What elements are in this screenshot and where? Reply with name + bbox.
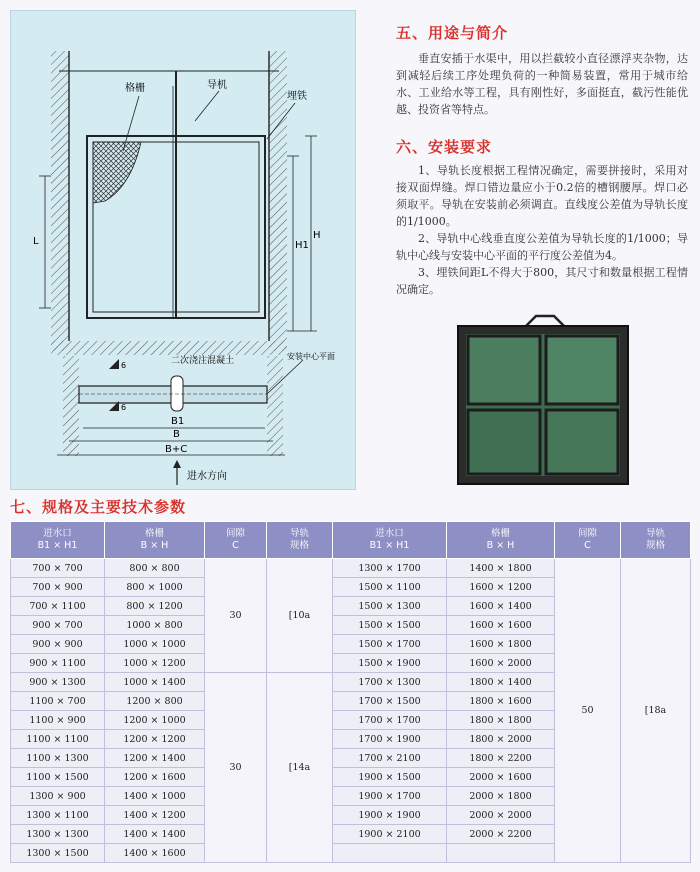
left-inlet-cell: 900 × 1300 [11,673,105,692]
right-inlet-cell: 1700 × 2100 [333,749,447,768]
group2-rail-cell: [14a [267,673,333,863]
right-inlet-cell: 1900 × 1500 [333,768,447,787]
header-grille-right: 格栅 B × H [447,522,555,559]
label-guide-rail: 导机 [207,80,227,91]
left-grille-cell: 1000 × 1000 [105,635,205,654]
header-rail-right: 导轨 规格 [621,522,691,559]
left-inlet-cell: 1100 × 1500 [11,768,105,787]
left-inlet-cell: 1100 × 1300 [11,749,105,768]
label-b-plus-c: B+C [165,444,188,455]
left-inlet-cell: 1100 × 1100 [11,730,105,749]
right-inlet-cell: 1700 × 1500 [333,692,447,711]
header-rail-left: 导轨 规格 [267,522,333,559]
right-inlet-cell: 1500 × 1700 [333,635,447,654]
right-inlet-cell: 1500 × 1300 [333,597,447,616]
right-grille-cell: 2000 × 1800 [447,787,555,806]
right-inlet-cell: 1900 × 2100 [333,825,447,844]
right-grille-cell: 1800 × 2200 [447,749,555,768]
section6-body [396,162,688,298]
right-grille-cell: 1600 × 1400 [447,597,555,616]
product-photo [454,314,632,488]
right-grille-cell: 1800 × 1600 [447,692,555,711]
right-grille-cell: 1800 × 1800 [447,711,555,730]
left-inlet-cell: 700 × 700 [11,559,105,578]
right-inlet-cell: 1700 × 1900 [333,730,447,749]
right-inlet-cell: 1500 × 1900 [333,654,447,673]
group1-rail-cell: [10a [267,559,333,673]
right-grille-cell: 2000 × 2200 [447,825,555,844]
left-grille-cell: 1400 × 1400 [105,825,205,844]
section6-item-3: 3、埋铁间距L不得大于800，其尺寸和数量根据工程情况确定。 [396,266,688,296]
left-inlet-cell: 900 × 700 [11,616,105,635]
right-grille-cell: 1800 × 2000 [447,730,555,749]
right-inlet-cell: 1900 × 1700 [333,787,447,806]
left-grille-cell: 800 × 800 [105,559,205,578]
header-inlet-left: 进水口 B1 × H1 [11,522,105,559]
header-inlet-right: 进水口 B1 × H1 [333,522,447,559]
header-grille-left: 格栅 B × H [105,522,205,559]
left-inlet-cell: 900 × 1100 [11,654,105,673]
group2-gap-cell: 30 [205,673,267,863]
section5-text: 垂直安插于水渠中，用以拦截较小直径漂浮夹杂物，达到减轻后续工序处理负荷的一种简易装置，常用于城市给水、工业给水等工程，具有刚性好，多面挺直，截污性能优越、投资省等特点。 [396,52,688,116]
bottom-wall [51,341,287,355]
label-b1: B1 [171,416,185,427]
right-wall [269,51,287,351]
right-grille-cell [447,844,555,863]
left-grille-cell: 1000 × 1400 [105,673,205,692]
label-l: L [33,236,39,247]
table-row [11,559,691,578]
right-gap-cell: 50 [555,559,621,863]
left-grille-cell: 1400 × 1200 [105,806,205,825]
right-inlet-cell: 1700 × 1300 [333,673,447,692]
label-inflow-direction: 进水方向 [187,471,227,482]
left-inlet-cell: 700 × 900 [11,578,105,597]
spec-table [10,521,691,863]
left-inlet-cell: 900 × 900 [11,635,105,654]
left-grille-cell: 1200 × 1600 [105,768,205,787]
right-rail-cell: [18a [621,559,691,863]
grille-mesh-detail [93,142,141,203]
header-gap-right: 间隙 C [555,522,621,559]
left-inlet-cell: 1300 × 1300 [11,825,105,844]
drawing-svg [11,11,355,489]
left-grille-cell: 1000 × 1200 [105,654,205,673]
label-h: H [313,230,321,241]
section5-body [396,50,688,118]
left-grille-cell: 800 × 1200 [105,597,205,616]
section6-item-1: 1、导轨长度根据工程情况确定，需要拼接时，采用对接双面焊缝。焊口错边量应小于0.2倍的槽钢腰厚。焊口必须取平。导轨在安装前必须调直。直线度公差值为导轨长度的1/1000。 [396,164,688,228]
label-weld-1: 6 [121,361,127,370]
right-grille-cell: 2000 × 2000 [447,806,555,825]
left-grille-cell: 1200 × 800 [105,692,205,711]
label-grille: 格栅 [125,83,145,94]
right-grille-cell: 1600 × 1200 [447,578,555,597]
section6-title: 六、安装要求 [396,138,493,156]
left-grille-cell: 1200 × 1200 [105,730,205,749]
left-inlet-cell: 1300 × 1100 [11,806,105,825]
right-grille-cell: 1600 × 1800 [447,635,555,654]
right-inlet-cell: 1300 × 1700 [333,559,447,578]
left-inlet-cell: 1300 × 1500 [11,844,105,863]
label-embedded-iron: 埋铁 [287,91,307,102]
right-inlet-cell: 1500 × 1100 [333,578,447,597]
spec-header-row [11,522,691,559]
left-inlet-cell: 1100 × 700 [11,692,105,711]
label-h1: H1 [295,240,309,251]
right-grille-cell: 1600 × 1600 [447,616,555,635]
section5-title: 五、用途与简介 [396,24,509,42]
label-install-plane: 安装中心平面 [287,352,335,361]
right-inlet-cell: 1500 × 1500 [333,616,447,635]
label-secondary-concrete: 二次浇注混凝土 [171,356,235,366]
group1-gap-cell: 30 [205,559,267,673]
left-grille-cell: 800 × 1000 [105,578,205,597]
right-grille-cell: 1400 × 1800 [447,559,555,578]
right-grille-cell: 1600 × 2000 [447,654,555,673]
label-b: B [173,429,180,440]
left-grille-cell: 1400 × 1600 [105,844,205,863]
left-inlet-cell: 1300 × 900 [11,787,105,806]
right-inlet-cell [333,844,447,863]
left-inlet-cell: 1100 × 900 [11,711,105,730]
section7-title: 七、规格及主要技术参数 [10,498,187,516]
installation-drawing [10,10,356,490]
left-wall [51,51,69,351]
right-inlet-cell: 1700 × 1700 [333,711,447,730]
left-inlet-cell: 700 × 1100 [11,597,105,616]
left-grille-cell: 1400 × 1000 [105,787,205,806]
right-grille-cell: 2000 × 1600 [447,768,555,787]
left-grille-cell: 1200 × 1400 [105,749,205,768]
left-grille-cell: 1200 × 1000 [105,711,205,730]
header-gap-left: 间隙 C [205,522,267,559]
right-grille-cell: 1800 × 1400 [447,673,555,692]
left-grille-cell: 1000 × 800 [105,616,205,635]
label-weld-2: 6 [121,403,127,412]
section6-item-2: 2、导轨中心线垂直度公差值为导轨长度的1/1000；导轨中心线与安装中心平面的平行度公差值为4。 [396,232,688,262]
spec-table-body [11,559,691,863]
right-inlet-cell: 1900 × 1900 [333,806,447,825]
